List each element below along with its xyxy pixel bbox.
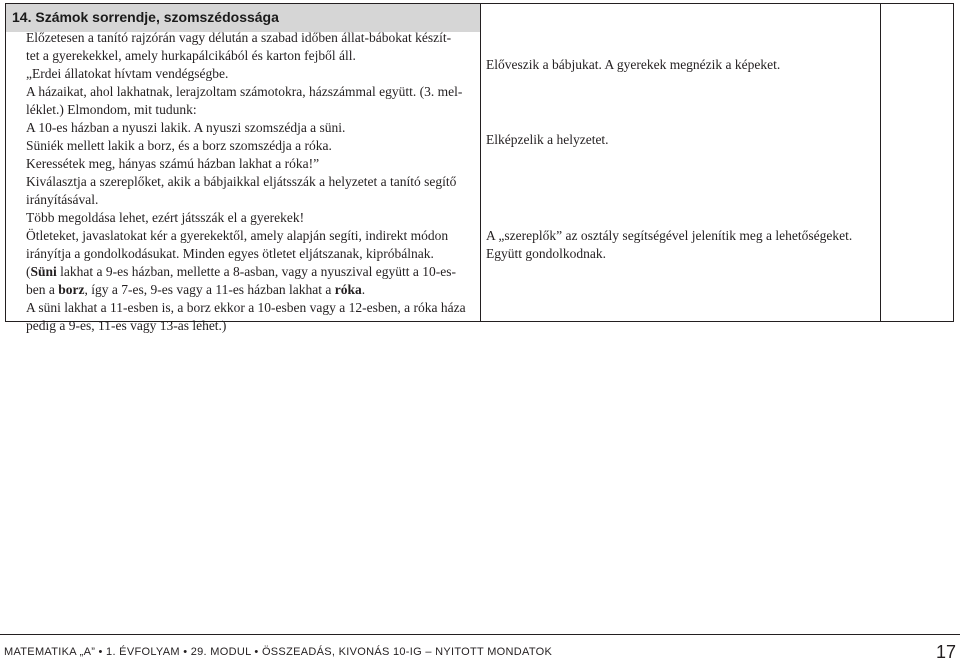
text-line: Előzetesen a tanító rajzórán vagy délután a szabad időben állat-bábokat készít- <box>26 30 452 45</box>
text-line: Süniék mellett lakik a borz, és a borz szomszédja a róka. <box>26 138 332 153</box>
block1-student-text <box>486 56 876 74</box>
text-span: ( <box>26 264 31 279</box>
text-line: A „szereplők” az osztály segítségével jelenítik meg a lehetőségeket. <box>486 228 853 243</box>
page-number: 17 <box>935 642 956 662</box>
bold-term-roka: róka <box>334 282 362 297</box>
text-line: Több megoldása lehet, ezért játsszák el a gyerekek! <box>26 210 305 225</box>
text-line <box>26 263 481 281</box>
footer-running-title: MATEMATIKA „A” • 1. ÉVFOLYAM • 29. MODUL • ÖSSZEADÁS, KIVONÁS 10-IG – NYITOTT MONDATOK <box>4 646 553 658</box>
section-title: 14. Számok sorrendje, szomszédossága <box>12 9 279 25</box>
block2-student-text <box>486 227 876 263</box>
text-span: . <box>361 282 366 297</box>
text-line: tet a gyerekekkel, amely hurkapálcikából és karton fejből áll. <box>26 48 356 63</box>
footer-divider <box>0 634 960 635</box>
text-span: , így a 7-es, 9-es vagy a 11-es házban lakhat a <box>84 282 335 297</box>
text-line: irányítja a gondolkodásukat. Minden egyes ötletet eljátszanak, kipróbálnak. <box>26 246 434 261</box>
text-line: irányításával. <box>26 192 99 207</box>
text-span: lakhat a 9-es házban, mellette a 8-asban, vagy a nyuszival együtt a 10-es- <box>56 264 457 279</box>
text-line: A 10-es házban a nyuszi lakik. A nyuszi szomszédja a süni. <box>26 120 346 135</box>
column-divider-2 <box>880 4 881 321</box>
bold-term-suni: Süni <box>30 264 57 279</box>
text-line: Együtt gondolkodnak. <box>486 246 606 261</box>
text-line: A házaikat, ahol lakhatnak, lerajzoltam számotokra, házszámmal együtt. (3. mel- <box>26 84 463 99</box>
text-line: Elképzelik a helyzetet. <box>486 132 609 147</box>
text-line: Keressétek meg, hányas számú házban lakhat a róka!” <box>26 156 320 171</box>
block1-teacher-text <box>26 29 481 209</box>
text-line: „Erdei állatokat hívtam vendégségbe. <box>26 66 229 81</box>
text-line: Előveszik a bábjukat. A gyerekek megnézik a képeket. <box>486 57 781 72</box>
section-header <box>6 4 481 32</box>
block2-teacher-text <box>26 209 481 335</box>
page-footer <box>0 634 960 664</box>
text-span: ben a <box>26 282 59 297</box>
block1-student-text-2 <box>486 131 876 149</box>
text-line: léklet.) Elmondom, mit tudunk: <box>26 102 197 117</box>
text-line: pedig a 9-es, 11-es vagy 13-as lehet.) <box>26 318 227 333</box>
bold-term-borz: borz <box>58 282 85 297</box>
text-line <box>26 281 481 299</box>
text-line: Ötleteket, javaslatokat kér a gyerekektől, amely alapján segíti, indirekt módon <box>26 228 449 243</box>
lesson-table <box>5 3 954 333</box>
text-line: A süni lakhat a 11-esben is, a borz ekkor a 10-esben vagy a 12-esben, a róka háza <box>26 300 466 315</box>
text-line: Kiválasztja a szereplőket, akik a bábjaikkal eljátsszák a helyzetet a tanító segítő <box>26 174 457 189</box>
